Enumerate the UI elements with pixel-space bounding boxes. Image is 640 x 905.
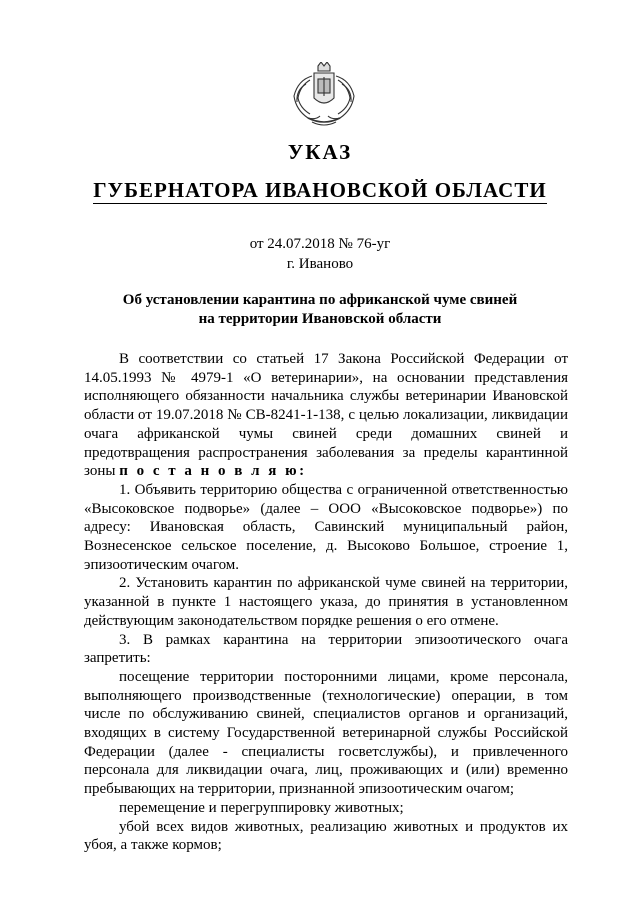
item-2: 2. Установить карантин по африканской чуме свиней на территории, указанной в пункте 1 настоящего указа, до принятия в установленном действующим законодательством порядке решения о его отмене. [84, 575, 568, 629]
document-subtitle: ГУБЕРНАТОРА ИВАНОВСКОЙ ОБЛАСТИ [93, 178, 547, 202]
sub-item-visits: посещение территории посторонними лицами, кроме персонала, выполняющего производственные (технологические) операции, в том числе по обслуживанию свиней, специалистов органов и организаций, входящих в систему Государственной ветеринарной службы Российской Федерации (далее - специалисты госветслужбы), и привлеченного персонала для ликвидации очага, лиц, проживающих и (или) временно пребывающих на территории, признанной эпизоотическим очагом; [84, 668, 568, 798]
decree-word: п о с т а н о в л я ю [119, 463, 300, 480]
item-3: 3. В рамках карантина на территории эпизоотического очага запретить: [84, 631, 568, 667]
item-1: 1. Объявить территорию общества с ограниченной ответственностью «Высоковское подворье» (далее – ООО «Высоковское подворье») по адресу: Ивановская область, Савинский муниципальный район, Вознесенское сельское поселение, д. Высоково Большое, строение 1, эпизоотическим очагом. [84, 481, 568, 573]
coat-of-arms-emblem [288, 62, 360, 128]
decree-date-number: от 24.07.2018 № 76-уг [249, 236, 391, 252]
document-title: УКАЗ [287, 140, 353, 164]
decree-subject [0, 291, 640, 329]
subject-line-1: Об установлении карантина по африканской чуме свиней [122, 292, 518, 308]
sub-item-movement: перемещение и перегруппировку животных; [119, 799, 404, 816]
intro-paragraph: В соответствии со статьей 17 Закона Российской Федерации от 14.05.1993 № 4979-1 «О ветеринарии», на основании представления исполняющего обязанности начальника службы ветеринарии Ивановской области от 19.07.2018 № СВ-8241-1-138, с целью локализации, ликвидации очага африканской чумы свиней среди домашних свиней и предотвращения распространения заболевания за пределы карантинной зоны п о с т а н о в л я ю: [84, 351, 568, 480]
decree-body [84, 350, 568, 855]
subject-line-2: на территории Ивановской области [198, 311, 442, 327]
decree-city: г. Иваново [286, 256, 354, 272]
sub-item-slaughter: убой всех видов животных, реализацию животных и продуктов их убоя, а также кормов; [84, 818, 568, 854]
